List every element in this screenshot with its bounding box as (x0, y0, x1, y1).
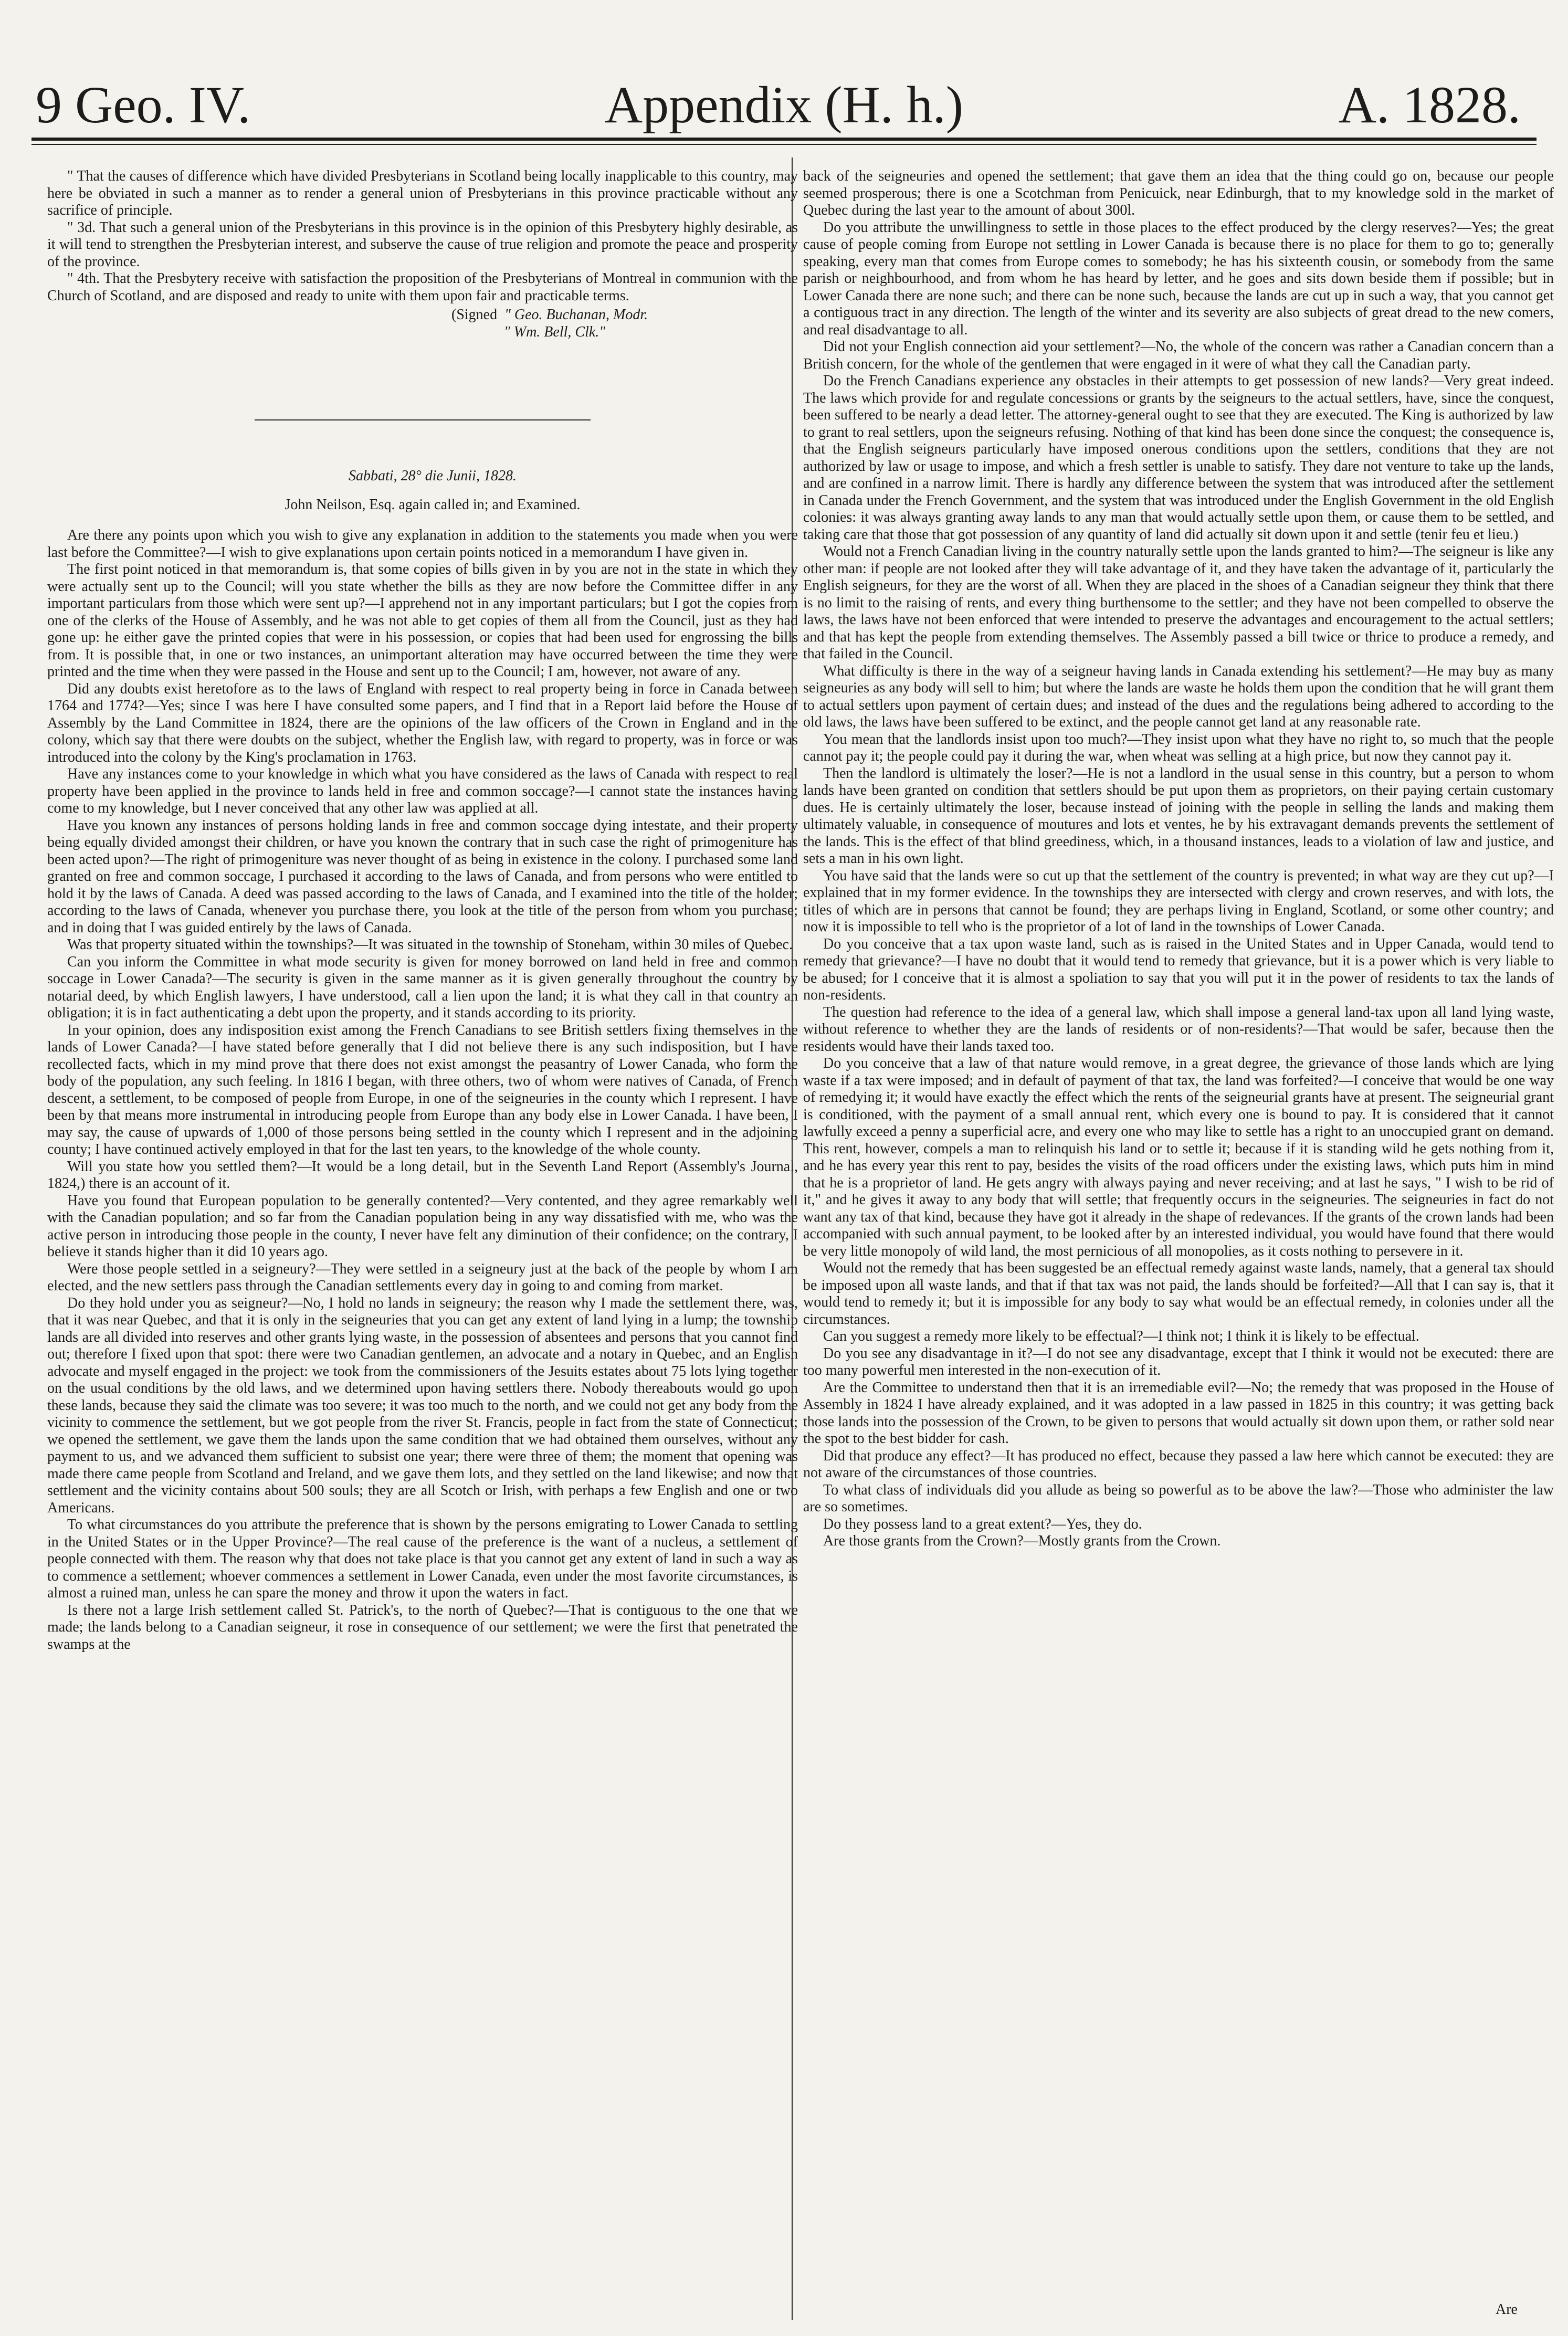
testimony-paragraph: Is there not a large Irish settlement called St. Patrick's, to the north of Quebec?—That is contiguous to the one that we made; the lands belong to a Canadian seigneur, it rose in consequence of our settlement; we were the first that penetrated the swamps at the (47, 1602, 798, 1653)
resolution-paragraph: " 3d. That such a general union of the Presbyterians in this province is in the opinion of this Presbytery highly desirable, as it will tend to strengthen the Presbyterian interest, and subserve the cause of true religion and promote the peace and prosperity of the province. (47, 219, 798, 270)
testimony-paragraph: To what class of individuals did you allude as being so powerful as to be above the law?—Those who administer the law are so sometimes. (803, 1481, 1554, 1515)
testimony-paragraph: Do you attribute the unwillingness to settle in those places to the effect produced by the clergy reserves?—Yes; the great cause of people coming from Europe not settling in Lower Canada is because there is no place for them to go to; generally speaking, every man that comes from Europe comes to somebody; he has his sixteenth cousin, or somebody from the same parish or neighbourhood, and from whom he has heard by letter, and he goes and sits down beside them if possible; but in Lower Canada there are none such; and there can be none such, because the lands are cut up in such a way, that you cannot get a contiguous tract in any direction. The length of the winter and its severity are also subjects of great dread to the new comers, and real disadvantage to all. (803, 219, 1554, 338)
testimony-paragraph: Do they possess land to a great extent?—Yes, they do. (823, 1516, 1142, 1532)
testimony-paragraph: Will you state how you settled them?—It would be a long detail, but in the Seventh Land Report (Assembly's Journal, 1824,) there is an account of it. (47, 1158, 798, 1192)
witness-line: John Neilson, Esq. again called in; and Examined. (285, 496, 581, 513)
header-year: A. 1828. (1338, 76, 1521, 134)
testimony-paragraph: Did that produce any effect?—It has produced no effect, because they passed a law here which cannot be executed: they are not aware of the circumstances of those countries. (803, 1447, 1554, 1481)
catchword: Are (1496, 2301, 1518, 2318)
testimony-paragraph: Are those grants from the Crown?—Mostly grants from the Crown. (823, 1533, 1221, 1549)
testimony-paragraph: Do the French Canadians experience any obstacles in their attempts to get possession of new lands?—Very great indeed. The laws which provide for and regulate concessions or grants by the seigneurs to the actual settlers, have, since the conquest, been suffered to be nearly a dead letter. The attorney-general ought to see that they are executed. The King is authorized by law to grant to real settlers, upon the seigneurs refusing. Nothing of that kind has been done since the conquest; the consequence is, that the English seigneurs particularly have imposed onerous conditions upon the settlers, conditions that they are not authorized by law or usage to impose, and which a fresh settler is unable to satisfy. They dare not venture to take up the lands, and are confined in a narrow limit. There is hardly any difference between the system that was introduced after the settlement in Canada under the French Government, and the system that was introduced under the English Government in the old English colonies: it was always granting away lands to any man that would actually settle upon them, or cause them to be settled, and taking care that those that got possession of any quantity of land did actually sit down upon it and settle (tenir feu et lieu.) (803, 373, 1554, 543)
section-separator (255, 419, 591, 420)
testimony-paragraph: Then the landlord is ultimately the loser?—He is not a landlord in the usual sense in this country, but a person to whom lands have been granted on condition that settlers should be put upon them as proprietors, on their paying certain customary dues. He is certainly ultimately the loser, because instead of joining with the people in selling the lands and making them ultimately valuable, in consequence of moutures and lots et ventes, he by his extravagant demands prevents the settlement of the lands. This is the effect of that blind greediness, which, in a thousand instances, leads to a violation of law and justice, and sets a man in his own light. (803, 765, 1554, 867)
testimony-paragraph: In your opinion, does any indisposition exist among the French Canadians to see British settlers fixing themselves in the lands of Lower Canada?—I have stated before generally that I did not believe there is any such indisposition, but I have recollected facts, which in my mind prove that there does not exist amongst the peasantry of Lower Canada, who form the body of the population, any such feeling. In 1816 I began, with three others, two of whom were natives of Canada, of French descent, a settlement, to be composed of people from Europe, in one of the seigneuries in the county which I represent. I have been by that means more instrumental in introducing people from Europe than any body else in Lower Canada. I have been, I may say, the cause of upwards of 1,000 of those persons being settled in the county which I represent and in the adjoining county; I have continued actively employed in that for the last ten years, to the knowledge of the whole county. (47, 1022, 798, 1158)
testimony-paragraph: You have said that the lands were so cut up that the settlement of the country is prevented; in what way are they cut up?—I explained that in my former evidence. In the townships they are intersected with clergy and crown reserves, and with lots, the titles of which are in persons that cannot be found; they are perhaps living in England, Scotland, or some other country; and now it is impossible to tell who is the proprietor of a lot of land in the townships of Lower Canada. (803, 867, 1554, 935)
testimony-paragraph: back of the seigneuries and opened the settlement; that gave them an idea that the thing could go on, because our people seemed prosperous; there is one a Scotchman from Penicuick, near Edinburgh, that to my knowledge sold in the market of Quebec during the last year to the amount of about 300l. (803, 168, 1554, 218)
testimony-paragraph: Do you see any disadvantage in it?—I do not see any disadvantage, except that I think it would not be executed: there are too many powerful men interested in the non-execution of it. (803, 1345, 1554, 1379)
testimony-paragraph: Do they hold under you as seigneur?—No, I hold no lands in seigneury; the reason why I made the settlement there, was, that it was near Quebec, and that it is only in the seigneuries that you can get any extent of land lying in a lump; the township lands are all divided into reserves and other grants lying waste, in the possession of absentees and persons that you cannot find out; therefore I fixed upon that spot: there were two Canadian gentlemen, an advocate and a notary in Quebec, and an English advocate and myself engaged in the project: we took from the commissioners of the Jesuits estates about 75 lots lying together on the usual conditions by the old laws, and we determined upon having settlers there. Nobody thereabouts would go upon these lands, because they said the climate was too severe; it was too much to the north, and we could not get any body from the vicinity to commence the settlement, but we got people from the river St. Francis, people in fact from the state of Connecticut; we opened the settlement, we gave them the lands upon the same condition that we had obtained them ourselves, without any payment to us, and we advanced them sufficient to subsist one year; there were three of them; the moment that opening was made there came people from Scotland and Ireland, and we gave them lots, and they settled on the land likewise; and now that settlement and the vicinity contains about 500 souls; they are all Scotch or Irish, with perhaps a few English and one or two Americans. (47, 1295, 798, 1516)
testimony-paragraph: Do you conceive that a law of that nature would remove, in a great degree, the grievance of those lands which are lying waste if a tax were imposed; and in default of payment of that tax, the land was forfeited?—I conceive that would be one way of remedying it; it would have exactly the effect which the rents of the seigneurial grants have at present. The seigneurial grant is conditioned, with the payment of a small annual rent, which every one is bound to pay. It is considered that it cannot lawfully exceed a penny a superficial acre, and every one who may like to settle has a right to an unoccupied grant on demand. This rent, however, compels a man to relinquish his land or to settle it; because if it is standing wild he gets nothing from it, and he has every year this rent to pay, besides the visits of the road officers under the existing laws, which puts him in mind that he is a proprietor of land. He gets angry with always paying and never receiving; and at last he says, " I wish to be rid of it," and he gives it away to any body that will settle; that frequently occurs in the seigneuries. The seigneuries in fact do not want any tax of that kind, because they have got it already in the shape of redevances. If the grants of the crown lands had been accompanied with such annual payment, to be looked after by an interested individual, you would have found that there would be very little monopoly of wild land, the most pernicious of all monopolies, as it costs nothing to persevere in it. (803, 1055, 1554, 1259)
signatory-moderator: " Geo. Buchanan, Modr. (504, 307, 648, 323)
session-dateline: Sabbati, 28° die Junii, 1828. (349, 468, 517, 484)
resolutions-block (47, 168, 798, 304)
testimony-paragraph: You mean that the landlords insist upon too much?—They insist upon what they have no right to, so much that the people cannot pay it; the people could pay it during the war, when wheat was selling at a high price, but now they cannot pay it. (803, 731, 1554, 764)
header-rule-thin (31, 144, 1537, 145)
testimony-paragraph: What difficulty is there in the way of a seigneur having lands in Canada extending his settlement?—He may buy as many seigneuries as any body will sell to him; but where the lands are waste he holds them upon the condition that he will grant them to actual settlers upon payment of certain dues; and instead of the dues and the regulations being adhered to according to the old laws, the laws have been suffered to be extinct, and the people cannot get land at any reasonable rate. (803, 662, 1554, 730)
header-rule-thick (31, 138, 1537, 141)
testimony-paragraph: Have you known any instances of persons holding lands in free and common soccage dying intestate, and their property being equally divided amongst their children, or have you known the contrary that in such case the right of primogeniture has been acted upon?—The right of primogeniture was never thought of as being in existence in the colony. I purchased some land granted on free and common soccage, I purchased it according to the laws of Canada, and from persons who were entitled to hold it by the laws of Canada. A deed was passed according to the laws of Canada, and I examined into the title of the holder; according to the laws of Canada, whenever you purchase there, you look at the title of the person from whom you purchase; and in doing that I was guided entirely by the laws of Canada. (47, 817, 798, 936)
resolution-paragraph: " 4th. That the Presbytery receive with satisfaction the proposition of the Presbyterians of Montreal in communion with the Church of Scotland, and are disposed and ready to unite with them upon fair and practicable terms. (47, 270, 798, 304)
testimony-paragraph: The first point noticed in that memorandum is, that some copies of bills given in by you are not in the state in which they were actually sent up to the Council; will you state whether the bills as they are now before the Committee differ in any important particulars from those which were sent up?—I apprehend not in any important particulars; but I got the copies from one of the clerks of the House of Assembly, and he was not able to get copies of them all from the Council, just as they had gone up: he either gave the printed copies that were in his possession, or copies that had been used for engrossing the bills from. It is possible that, in one or two instances, an unimportant alteration may have occurred between the time they were printed and the time when they were passed in the House and sent up to the Council; I am, however, not aware of any. (47, 561, 798, 680)
testimony-paragraph: Are the Committee to understand then that it is an irremediable evil?—No; the remedy that was proposed in the House of Assembly in 1824 I have already explained, and it was adopted in a law passed in 1825 in this country; it was getting back those lands into the possession of the Crown, to be given to persons that would actually sit down upon them, or rather sold near the spot to the best bidder for cash. (803, 1379, 1554, 1447)
signature-block (47, 307, 798, 341)
right-column (803, 168, 1554, 2310)
testimony-paragraph: Would not the remedy that has been suggested be an effectual remedy against waste lands, namely, that a general tax should be imposed upon all waste lands, and that if that tax was not paid, the lands should be forfeited?—All that I can say is, that it would tend to remedy it; but it is impossible for any body to say what would be an effectual remedy, in colonies under all the circumstances. (803, 1260, 1554, 1328)
testimony-paragraph: Would not a French Canadian living in the country naturally settle upon the lands granted to him?—The seigneur is like any other man: if people are not looked after they will take advantage of it, and they have taken the advantage of it, particularly the English seigneurs, for they are the worst of all. When they are placed in the shoes of a Canadian seigneur they think that there is no limit to the raising of rents, and every thing burthensome to the settler; and they have not been compelled to observe the laws, the laws have not been enforced that were intended to preserve the advantages and encouragement to the actual settlers; and that has kept the people from extending themselves. The Assembly passed a bill twice or thrice to produce a remedy, and that failed in the Council. (803, 543, 1554, 662)
testimony-paragraph: The question had reference to the idea of a general law, which shall impose a general land-tax upon all land lying waste, without reference to whether they are the lands of residents or of non-residents?—That would be safer, because then the residents would have their lands taxed too. (803, 1004, 1554, 1055)
testimony-paragraph: Have you found that European population to be generally contented?—Very contented, and they agree remarkably well with the Canadian population; and so far from the Canadian population being in any way dissatisfied with me, who was the active person in introducing those people in the county, I never have felt any diminution of their confidence; on the contrary, I believe it stands higher than it did 10 years ago. (47, 1192, 798, 1260)
testimony-paragraph: Can you suggest a remedy more likely to be effectual?—I think not; I think it is likely to be effectual. (823, 1328, 1419, 1344)
signed-label: (Signed (451, 307, 498, 323)
testimony-paragraph: Were those people settled in a seigneury?—They were settled in a seigneury just at the back of the people by whom I am elected, and the new settlers pass through the Canadian settlements every day in going to and coming from market. (47, 1260, 798, 1294)
testimony-paragraph: Have any instances come to your knowledge in which what you have considered as the laws of Canada with respect to real property have been applied in the province to lands held in free and common soccage?—I cannot state the instances having come to my knowledge, but I never conceived that any other law was applied at all. (47, 766, 798, 816)
signatory-clerk: " Wm. Bell, Clk." (504, 323, 606, 340)
left-column (47, 168, 798, 2310)
testimony-paragraph: Was that property situated within the townships?—It was situated in the township of Stoneham, within 30 miles of Quebec. (67, 936, 793, 953)
running-header (0, 21, 1568, 147)
testimony-paragraph: To what circumstances do you attribute the preference that is shown by the persons emigrating to Lower Canada to settling in the United States or in the Upper Province?—The real cause of the preference is the want of a nucleus, a settlement of people connected with them. The reason why that does not take place is that you cannot get any extent of land in such a way as to commence a settlement; whoever commences a settlement in Lower Canada, even under the most favorite circumstances, is almost a ruined man, unless he can spare the money and throw it upon the waters in fact. (47, 1517, 798, 1601)
testimony-paragraph: Did any doubts exist heretofore as to the laws of England with respect to real property being in force in Canada between 1764 and 1774?—Yes; since I was here I have consulted some papers, and I find that in a Report laid before the House of Assembly by the Land Committee in 1824, there are the opinions of the law officers of the Crown in England and in the colony, which say that there were doubts on the subject, whether the English law, with regard to property, was in force or was introduced into the colony by the King's proclamation in 1763. (47, 680, 798, 765)
testimony-paragraph: Did not your English connection aid your settlement?—No, the whole of the concern was rather a Canadian concern than a British concern, for the whole of the gentlemen that were engaged in it were of what they call the Canadian party. (803, 339, 1554, 372)
header-regnal-year: 9 Geo. IV. (36, 76, 251, 134)
testimony-paragraph: Do you conceive that a tax upon waste land, such as is raised in the United States and in Upper Canada, would tend to remedy that grievance?—I have no doubt that it would tend to remedy that grievance, but it is a power which is very liable to be abused; for I conceive that it is almost a spoliation to say that you will put it in the power of residents to tax the lands of non-residents. (803, 935, 1554, 1003)
testimony-paragraph: Are there any points upon which you wish to give any explanation in addition to the statements you made when you were last before the Committee?—I wish to give explanations upon certain points noticed in a memorandum I have given in. (47, 527, 798, 561)
header-appendix-title: Appendix (H. h.) (604, 76, 964, 134)
testimony-paragraph: Can you inform the Committee in what mode security is given for money borrowed on land held in free and common soccage in Lower Canada?—The security is given in the same manner as it is given generally throughout the country by notarial deed, by which English lawyers, I have understood, call a lien upon the land; it is what they call in that country an obligation; it is in fact authenticating a debt upon the property, and it stands according to its priority. (47, 953, 798, 1021)
resolution-paragraph: " That the causes of difference which have divided Presbyterians in Scotland being locally inapplicable to this country, may here be obviated in such a manner as to render a general union of Presbyterians in this province practicable without any sacrifice of principle. (47, 168, 798, 218)
